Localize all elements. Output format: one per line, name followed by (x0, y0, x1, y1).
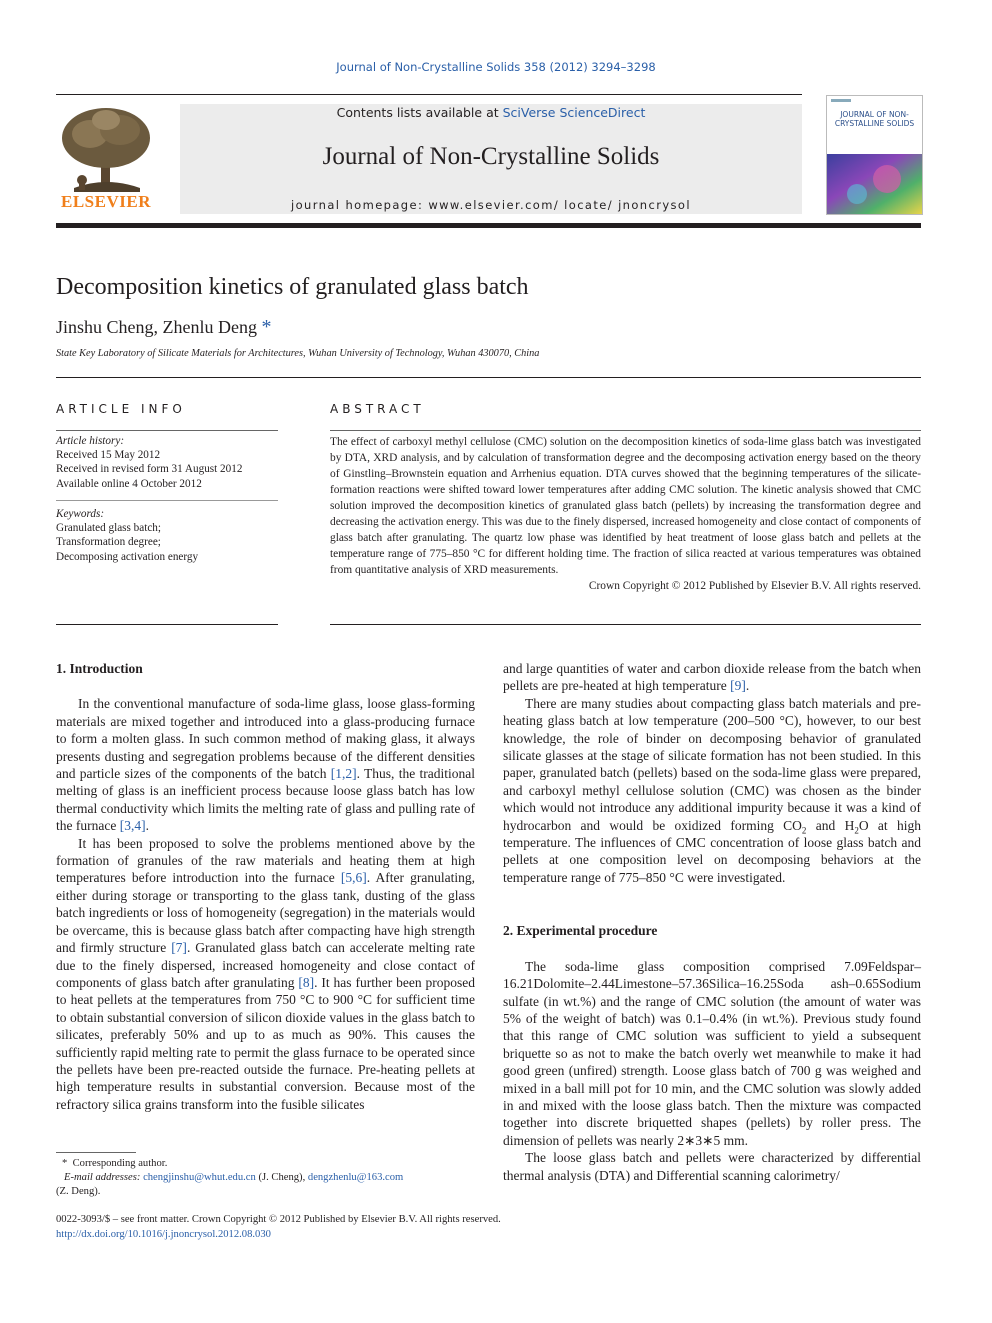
experimental-paragraph-1: The soda-lime glass composition comprised 7.09Feldspar–16.21Dolomite–2.44Limestone–57.36Silica–16.25Soda ash–0.65Sodium sulfate (in wt.%) and the range of CMC solution (the amount of water was 5% of the weight of batch) was 0.1–0.4% (in wt.%). Previous study found that this range of CMC solution was sufficient to yield a subsequent briquette so as not to make the batch overly wet meanwhile to make it had good green (unfired) strength. Loose glass batch of 700 g was weighed and mixed in a ball mill pot for 10 min, and the CMC solution was slowly added in and mixed with the loose glass batch. Then the mixture was compacted together into discrete briquetted shapes (pellets) by roller press. The dimension of pellets was nearly 2∗3∗5 mm. (503, 958, 921, 1148)
journal-homepage[interactable]: journal homepage: www.elsevier.com/ locate/ jnoncrysol (291, 198, 691, 212)
authors: Jinshu Cheng, Zhenlu Deng (56, 317, 257, 337)
issn-line: 0022-3093/$ – see front matter. Crown Copyright © 2012 Published by Elsevier B.V. All rights reserved. (56, 1214, 501, 1225)
sciencedirect-link[interactable]: SciVerse ScienceDirect (502, 105, 646, 120)
intro-paragraph-continued (503, 660, 921, 695)
email-label: E-mail addresses: (64, 1172, 141, 1183)
citation-link[interactable]: [3,4] (119, 818, 146, 834)
abstract-divider (330, 430, 921, 431)
section-heading-introduction: 1. Introduction (56, 661, 143, 676)
email-link-deng[interactable]: dengzhenlu@163.com (307, 1172, 404, 1183)
affiliation: State Key Laboratory of Silicate Materials for Architectures, Wuhan University of Technology, Wuhan 430070, China (56, 348, 540, 359)
keyword: Transformation degree; (56, 536, 161, 549)
email-name-deng: (Z. Deng). (56, 1186, 101, 1197)
footnote (56, 1157, 475, 1199)
abstract-bottom-rule (330, 624, 921, 625)
text-run: . (745, 678, 750, 694)
contents-line (180, 105, 802, 120)
left-column (56, 660, 475, 1113)
text-run: and large quantities of water and carbon dioxide release from the batch when pellets are pre-heated at high temperature (503, 661, 921, 694)
text-run: O at high temperature. The influences of CMC concentration of loose glass batch and pellets at one composition level on decomposing behaviors at the temperature range of 775–850 °C were investigated. (503, 817, 921, 885)
citation-link[interactable]: [7] (171, 940, 187, 956)
citation-link[interactable]: [5,6] (340, 870, 367, 886)
right-column (503, 660, 921, 1184)
footnote-mark: * (62, 1158, 68, 1169)
article-info-bottom-rule (56, 624, 278, 625)
text-run: . (145, 818, 149, 834)
text-run: . It has further been proposed to heat pellets at the temperatures from 750 °C to 900 °C for sufficient time to obtain substantial conversion of silicon dioxide values in the glass batch to silicates, preferably 50% and up to as much as 90%. This causes the sufficiently rapid melting rate to permit the glass furnace to be operated since the pellets have been pre-reacted outside the furnace. Pre-heating pellets at high temperature results in substantial conversion. Because most of the refractory silica grains transform into the fusible silicates (56, 974, 475, 1112)
history-revised: Received in revised form 31 August 2012 (56, 463, 243, 476)
abstract (330, 434, 921, 594)
abstract-copyright: Crown Copyright © 2012 Published by Elsevier B.V. All rights reserved. (588, 580, 921, 592)
masthead-divider (56, 94, 802, 95)
email-link-cheng[interactable]: chengjinshu@whut.edu.cn (143, 1172, 256, 1183)
cover-title: JOURNAL OF NON-CRYSTALLINE SOLIDS (834, 110, 915, 128)
journal-title: Journal of Non-Crystalline Solids (322, 143, 660, 170)
article-info-divider (56, 430, 278, 431)
cover-artwork-icon (827, 154, 922, 214)
journal-reference[interactable]: Journal of Non-Crystalline Solids 358 (2012) 3294–3298 (336, 60, 656, 74)
text-run: In the conventional manufacture of soda-lime glass, loose glass-forming materials are mixed together and introduced into a glass-producing furnace to form a molten glass. In such common method of making glass, it always presents dusting and segregation problems because of the different densities and particle sizes of the components of the batch (56, 696, 475, 782)
corresponding-author-mark[interactable]: * (261, 316, 272, 338)
keywords-divider (56, 500, 278, 501)
intro-paragraph-1 (56, 695, 475, 834)
keywords (56, 507, 278, 564)
corresponding-author-note: Corresponding author. (72, 1158, 168, 1169)
text-run: It has been proposed to solve the problems mentioned above by the formation of granules of the raw materials and heating them at high temperatures before introduction into the furnace (56, 835, 475, 886)
subscript: 2 (801, 825, 807, 836)
doi-link[interactable]: http://dx.doi.org/10.1016/j.jnoncrysol.2012.08.030 (56, 1228, 271, 1240)
page-bottom-info (56, 1213, 756, 1242)
article-title: Decomposition kinetics of granulated glass batch (56, 274, 529, 300)
history-received: Received 15 May 2012 (56, 449, 161, 462)
intro-paragraph-3 (503, 695, 921, 886)
elsevier-logo[interactable] (56, 100, 156, 215)
article-info-heading: ARTICLE INFO (56, 402, 186, 416)
citation-link[interactable]: [9] (730, 678, 746, 694)
journal-cover-thumbnail[interactable] (826, 95, 923, 215)
text-run: . After granulating, either during storage or transporting to the glass tank, dusting of the glass batch ingredients or loss of homogeneity (segregation) in the materials would be overcame, this is because glass batch after compacting have high strength and firmly structure (56, 870, 475, 956)
text-run: . Thus, the traditional melting of glass is an inefficient process because loose glass batch has low thermal conductivity which limits the melting rate of glass and pulling rate of the furnace (56, 766, 475, 834)
experimental-paragraph-2: The loose glass batch and pellets were characterized by differential thermal analysis (DTA) and Differential scanning calorimetry/ (503, 1150, 921, 1183)
intro-paragraph-2 (56, 835, 475, 1114)
abstract-heading: ABSTRACT (330, 402, 425, 416)
abstract-text: The effect of carboxyl methyl cellulose (CMC) solution on the decomposition kinetics of soda-lime glass batch was investigated by DTA, XRD analysis, and by calculation of transformation degree and the decomposing activation energy based on the theory of Ginstling–Brownstein equation and Arrhenius equation. DTA curves showed that the beginning temperatures of the silicate-formation reactions were shifted toward lower temperatures after adding CMC solution. The kinetic analysis showed that CMC solution improved the decomposition kinetics of granulated glass batch (pellets) by increasing the transformation degree and decreasing the activation energy. This was due to the finely dispersed, increased homogeneity and close contact of components of glass batch after granulating. The quartz low phase was identified by heat treatment of loose glass batch and pellets at the temperature range of 775–850 °C for different holding time. The fraction of silica reacted at various temperatures was obtained from quantitative analysis of XRD measurements. (330, 436, 921, 576)
history-online: Available online 4 October 2012 (56, 477, 202, 490)
affiliation-divider (56, 377, 921, 378)
subscript: 2 (854, 825, 859, 836)
keywords-label: Keywords: (56, 508, 105, 520)
text-run: . Granulated glass batch can accelerate melting rate due to the finely dispersed, increased homogeneity and close contact of components of glass batch after granulating (56, 940, 476, 990)
citation-link[interactable]: [1,2] (330, 766, 357, 782)
author-list (56, 316, 271, 339)
text-run: and H (806, 817, 855, 833)
citation-link[interactable]: [8] (298, 974, 315, 990)
keyword: Decomposing activation energy (56, 550, 199, 563)
section-heading-experimental: 2. Experimental procedure (503, 923, 658, 939)
keyword: Granulated glass batch; (56, 522, 162, 535)
text-run: There are many studies about compacting glass batch materials and pre-heating glass batch at low temperature (200–500 °C), however, to our best knowledge, the role of binder on decomposing behavior of granulated silicate glasses at the stage of silicate formation has not been studied. In this paper, granulated batch (pellets) based on the soda-lime glass were prepared, and carboxyl methyl cellulose solution (CMC) was chosen as the binder which would not introduce any additional impurity because it was a kind of hydrocarbon and would be oxidized forming CO (503, 695, 921, 833)
footnote-rule (56, 1152, 136, 1153)
article-history (56, 434, 278, 491)
history-label: Article history: (56, 435, 125, 447)
email-name-cheng: (J. Cheng), (255, 1172, 308, 1183)
elsevier-wordmark: ELSEVIER (61, 192, 151, 211)
cover-top-bar (831, 99, 851, 102)
header-thick-rule (56, 223, 921, 228)
contents-prefix: Contents lists available at (336, 105, 503, 120)
